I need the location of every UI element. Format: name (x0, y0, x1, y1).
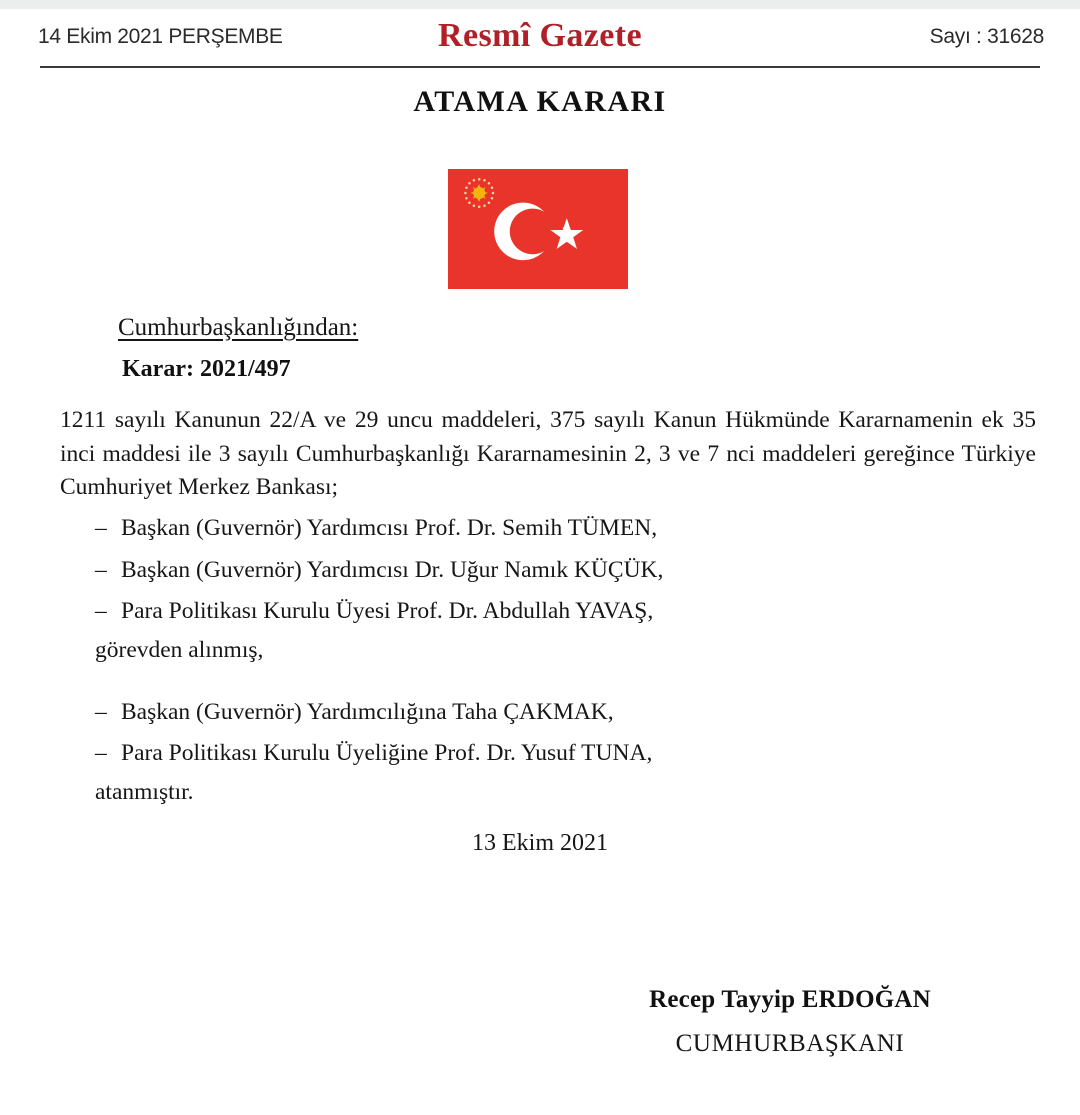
dismissal-closer: görevden alınmış, (95, 637, 264, 664)
dash-marker: – (95, 598, 107, 625)
dash-marker: – (95, 515, 107, 542)
masthead (0, 9, 1080, 67)
list-item-label: Para Politikası Kurulu Üyesi Prof. Dr. Abdullah YAVAŞ, (121, 598, 654, 625)
signature-block (560, 986, 1020, 1058)
list-item (95, 554, 1080, 587)
dash-marker: – (95, 740, 107, 767)
masthead-divider (40, 66, 1040, 68)
masthead-date: 14 Ekim 2021 PERŞEMBE (38, 25, 283, 48)
decision-date: 13 Ekim 2021 (472, 830, 608, 856)
signatory-role: CUMHURBAŞKANI (675, 1030, 905, 1057)
list-item (95, 595, 1080, 628)
dash-marker: – (95, 556, 107, 583)
page-title: ATAMA KARARI (413, 85, 667, 118)
top-grey-strip (0, 0, 1080, 9)
list-item-label: Başkan (Guvernör) Yardımcısı Dr. Uğur Namık KÜÇÜK, (121, 556, 664, 583)
list-item (95, 737, 1080, 770)
list-item (95, 696, 1080, 729)
list-item-label: Başkan (Guvernör) Yardımcılığına Taha ÇAKMAK, (121, 698, 614, 725)
list-item-label: Para Politikası Kurulu Üyeliğine Prof. Dr. Yusuf TUNA, (121, 740, 653, 767)
appointment-closer: atanmıştır. (95, 779, 194, 806)
document-body (0, 312, 1080, 810)
list-item-label: Başkan (Guvernör) Yardımcısı Prof. Dr. Semih TÜMEN, (121, 515, 658, 542)
appointment-list (0, 696, 1080, 771)
legal-basis-paragraph: 1211 sayılı Kanunun 22/A ve 29 uncu maddeleri, 375 sayılı Kanun Hükmünde Kararnamenin ek 35 inci maddesi ile 3 sayılı Cumhurbaşkanlığı Kararnamesinin 2, 3 ve 7 nci maddeleri gereğince Türkiye Cumhuriyet Merkez Bankası; (60, 407, 1036, 500)
signatory-name: Recep Tayyip ERDOĞAN (649, 986, 931, 1013)
list-item (95, 512, 1080, 545)
masthead-issue-number: Sayı : 31628 (929, 25, 1044, 48)
decision-number: Karar: 2021/497 (122, 356, 291, 383)
issuer-line: Cumhurbaşkanlığından: (118, 314, 359, 341)
section-gap (0, 668, 1080, 688)
dash-marker: – (95, 698, 107, 725)
turkish-presidential-flag-icon (448, 168, 628, 290)
dismissal-list (0, 512, 1080, 628)
masthead-gazette-title: Resmî Gazete (438, 17, 642, 54)
